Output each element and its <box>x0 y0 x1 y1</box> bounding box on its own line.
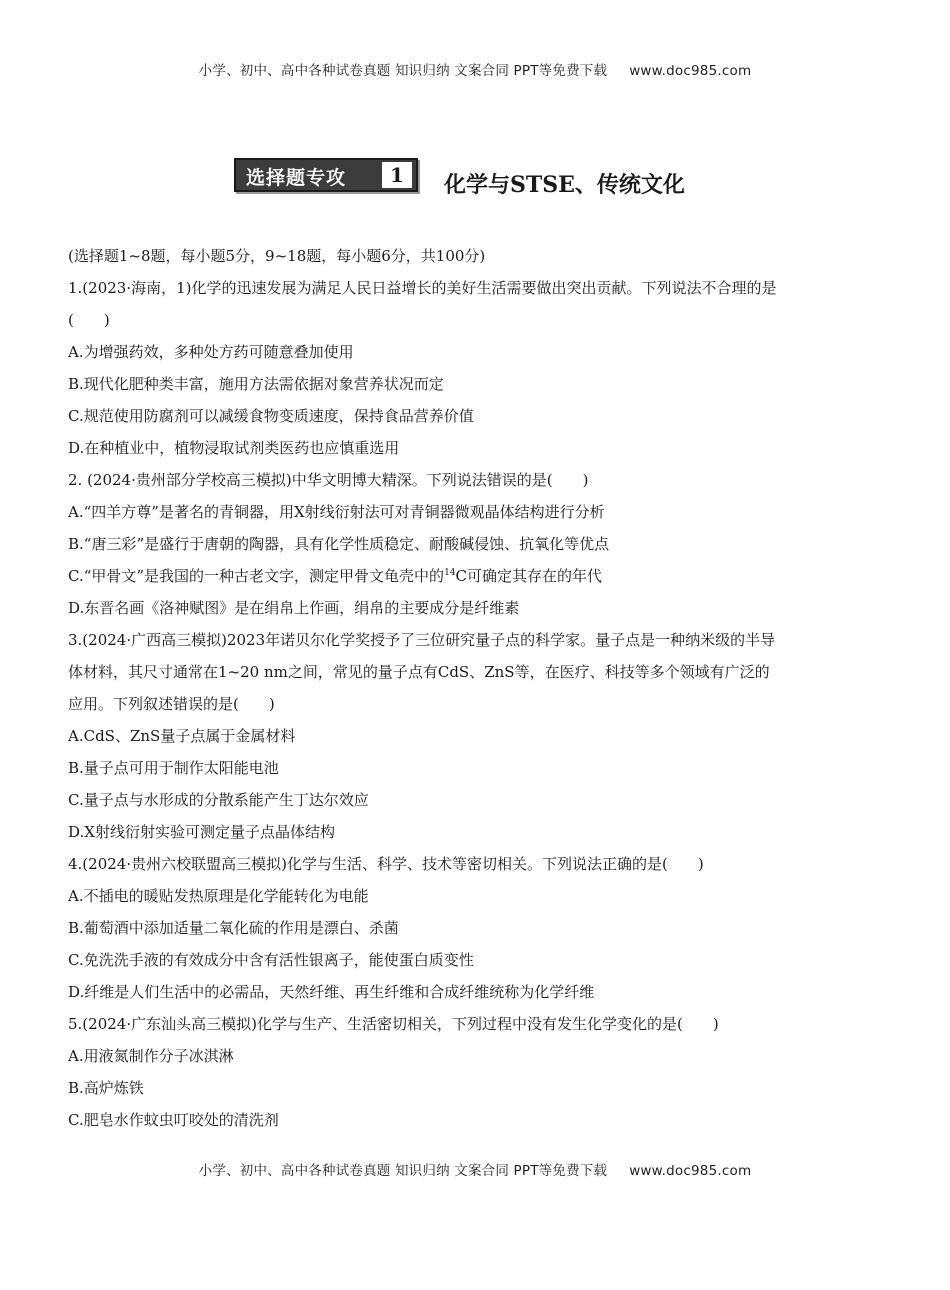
question-2-option-c-prefix: C.“甲骨文”是我国的一种古老文字，测定甲骨文龟壳中的 <box>68 567 445 585</box>
bottom-banner <box>0 1159 950 1179</box>
question-4-option-d: D.纤维是人们生活中的必需品，天然纤维、再生纤维和合成纤维统称为化学纤维 <box>68 983 595 1001</box>
question-4-option-a: A.不插电的暖贴发热原理是化学能转化为电能 <box>68 887 369 905</box>
question-1-answer-blank: ( ) <box>68 311 110 329</box>
question-3-option-c: C.量子点与水形成的分散系能产生丁达尔效应 <box>68 791 369 809</box>
question-1-option-d: D.在种植业中，植物浸取试剂类医药也应慎重选用 <box>68 439 400 457</box>
question-1-option-b: B.现代化肥种类丰富，施用方法需依据对象营养状况而定 <box>68 375 444 393</box>
question-1-option-a: A.为增强药效，多种处方药可随意叠加使用 <box>68 343 354 361</box>
banner-text-bottom: 小学、初中、高中各种试卷真题 知识归纳 文案合同 PPT等免费下载 <box>198 1163 608 1179</box>
question-3-stem-line-2: 体材料，其尺寸通常在1~20 nm之间，常见的量子点有CdS、ZnS等，在医疗、科技等多个领域有广泛的 <box>68 663 770 681</box>
question-2-option-c <box>68 560 883 592</box>
question-1-option-c: C.规范使用防腐剂可以减缓食物变质速度，保持食品营养价值 <box>68 407 474 425</box>
question-3-option-d: D.X射线衍射实验可测定量子点晶体结构 <box>68 823 335 841</box>
question-1-stem: 1.(2023·海南，1)化学的迅速发展为满足人民日益增长的美好生活需要做出突出贡献。下列说法不合理的是 <box>68 279 777 297</box>
section-tag <box>234 158 418 192</box>
banner-text: 小学、初中、高中各种试卷真题 知识归纳 文案合同 PPT等免费下载 <box>198 63 608 79</box>
page-title: 化学与STSE、传统文化 <box>444 172 685 198</box>
question-3-stem-line-3: 应用。下列叙述错误的是( ) <box>68 695 275 713</box>
question-2-option-b: B.“唐三彩”是盛行于唐朝的陶器，具有化学性质稳定、耐酸碱侵蚀、抗氧化等优点 <box>68 535 610 553</box>
question-4-stem: 4.(2024·贵州六校联盟高三模拟)化学与生活、科学、技术等密切相关。下列说法正确的是( ) <box>68 855 704 873</box>
section-tag-label: 选择题专攻 <box>246 167 347 189</box>
question-3-option-b: B.量子点可用于制作太阳能电池 <box>68 759 279 777</box>
question-2-option-c-suffix: C可确定其存在的年代 <box>455 567 602 585</box>
section-tag-number: 1 <box>382 162 412 188</box>
question-2-option-d: D.东晋名画《洛神赋图》是在绢帛上作画，绢帛的主要成分是纤维素 <box>68 599 520 617</box>
section-header <box>234 156 754 196</box>
question-5-stem: 5.(2024·广东汕头高三模拟)化学与生产、生活密切相关，下列过程中没有发生化学变化的是( ) <box>68 1015 719 1033</box>
question-4-option-c: C.免洗洗手液的有效成分中含有活性银离子，能使蛋白质变性 <box>68 951 474 969</box>
question-4-option-b: B.葡萄酒中添加适量二氧化硫的作用是漂白、杀菌 <box>68 919 399 937</box>
question-2-option-c-superscript: 14 <box>444 568 456 578</box>
question-3-option-a: A.CdS、ZnS量子点属于金属材料 <box>68 727 296 745</box>
instructions: (选择题1~8题，每小题5分，9~18题，每小题6分，共100分) <box>68 247 486 265</box>
question-2-option-a: A.“四羊方尊”是著名的青铜器，用X射线衍射法可对青铜器微观晶体结构进行分析 <box>68 503 605 521</box>
top-banner <box>0 59 950 79</box>
question-5-option-b: B.高炉炼铁 <box>68 1079 144 1097</box>
banner-site-link-bottom[interactable]: www.doc985.com <box>629 1163 752 1179</box>
question-5-option-a: A.用液氮制作分子冰淇淋 <box>68 1047 234 1065</box>
banner-site-link[interactable]: www.doc985.com <box>629 63 752 79</box>
question-3-stem-line-1: 3.(2024·广西高三模拟)2023年诺贝尔化学奖授予了三位研究量子点的科学家。量子点是一种纳米级的半导 <box>68 631 776 649</box>
question-5-option-c: C.肥皂水作蚊虫叮咬处的清洗剂 <box>68 1111 279 1129</box>
question-2-stem: 2. (2024·贵州部分学校高三模拟)中华文明博大精深。下列说法错误的是( ) <box>68 471 589 489</box>
question-list <box>68 240 883 1136</box>
